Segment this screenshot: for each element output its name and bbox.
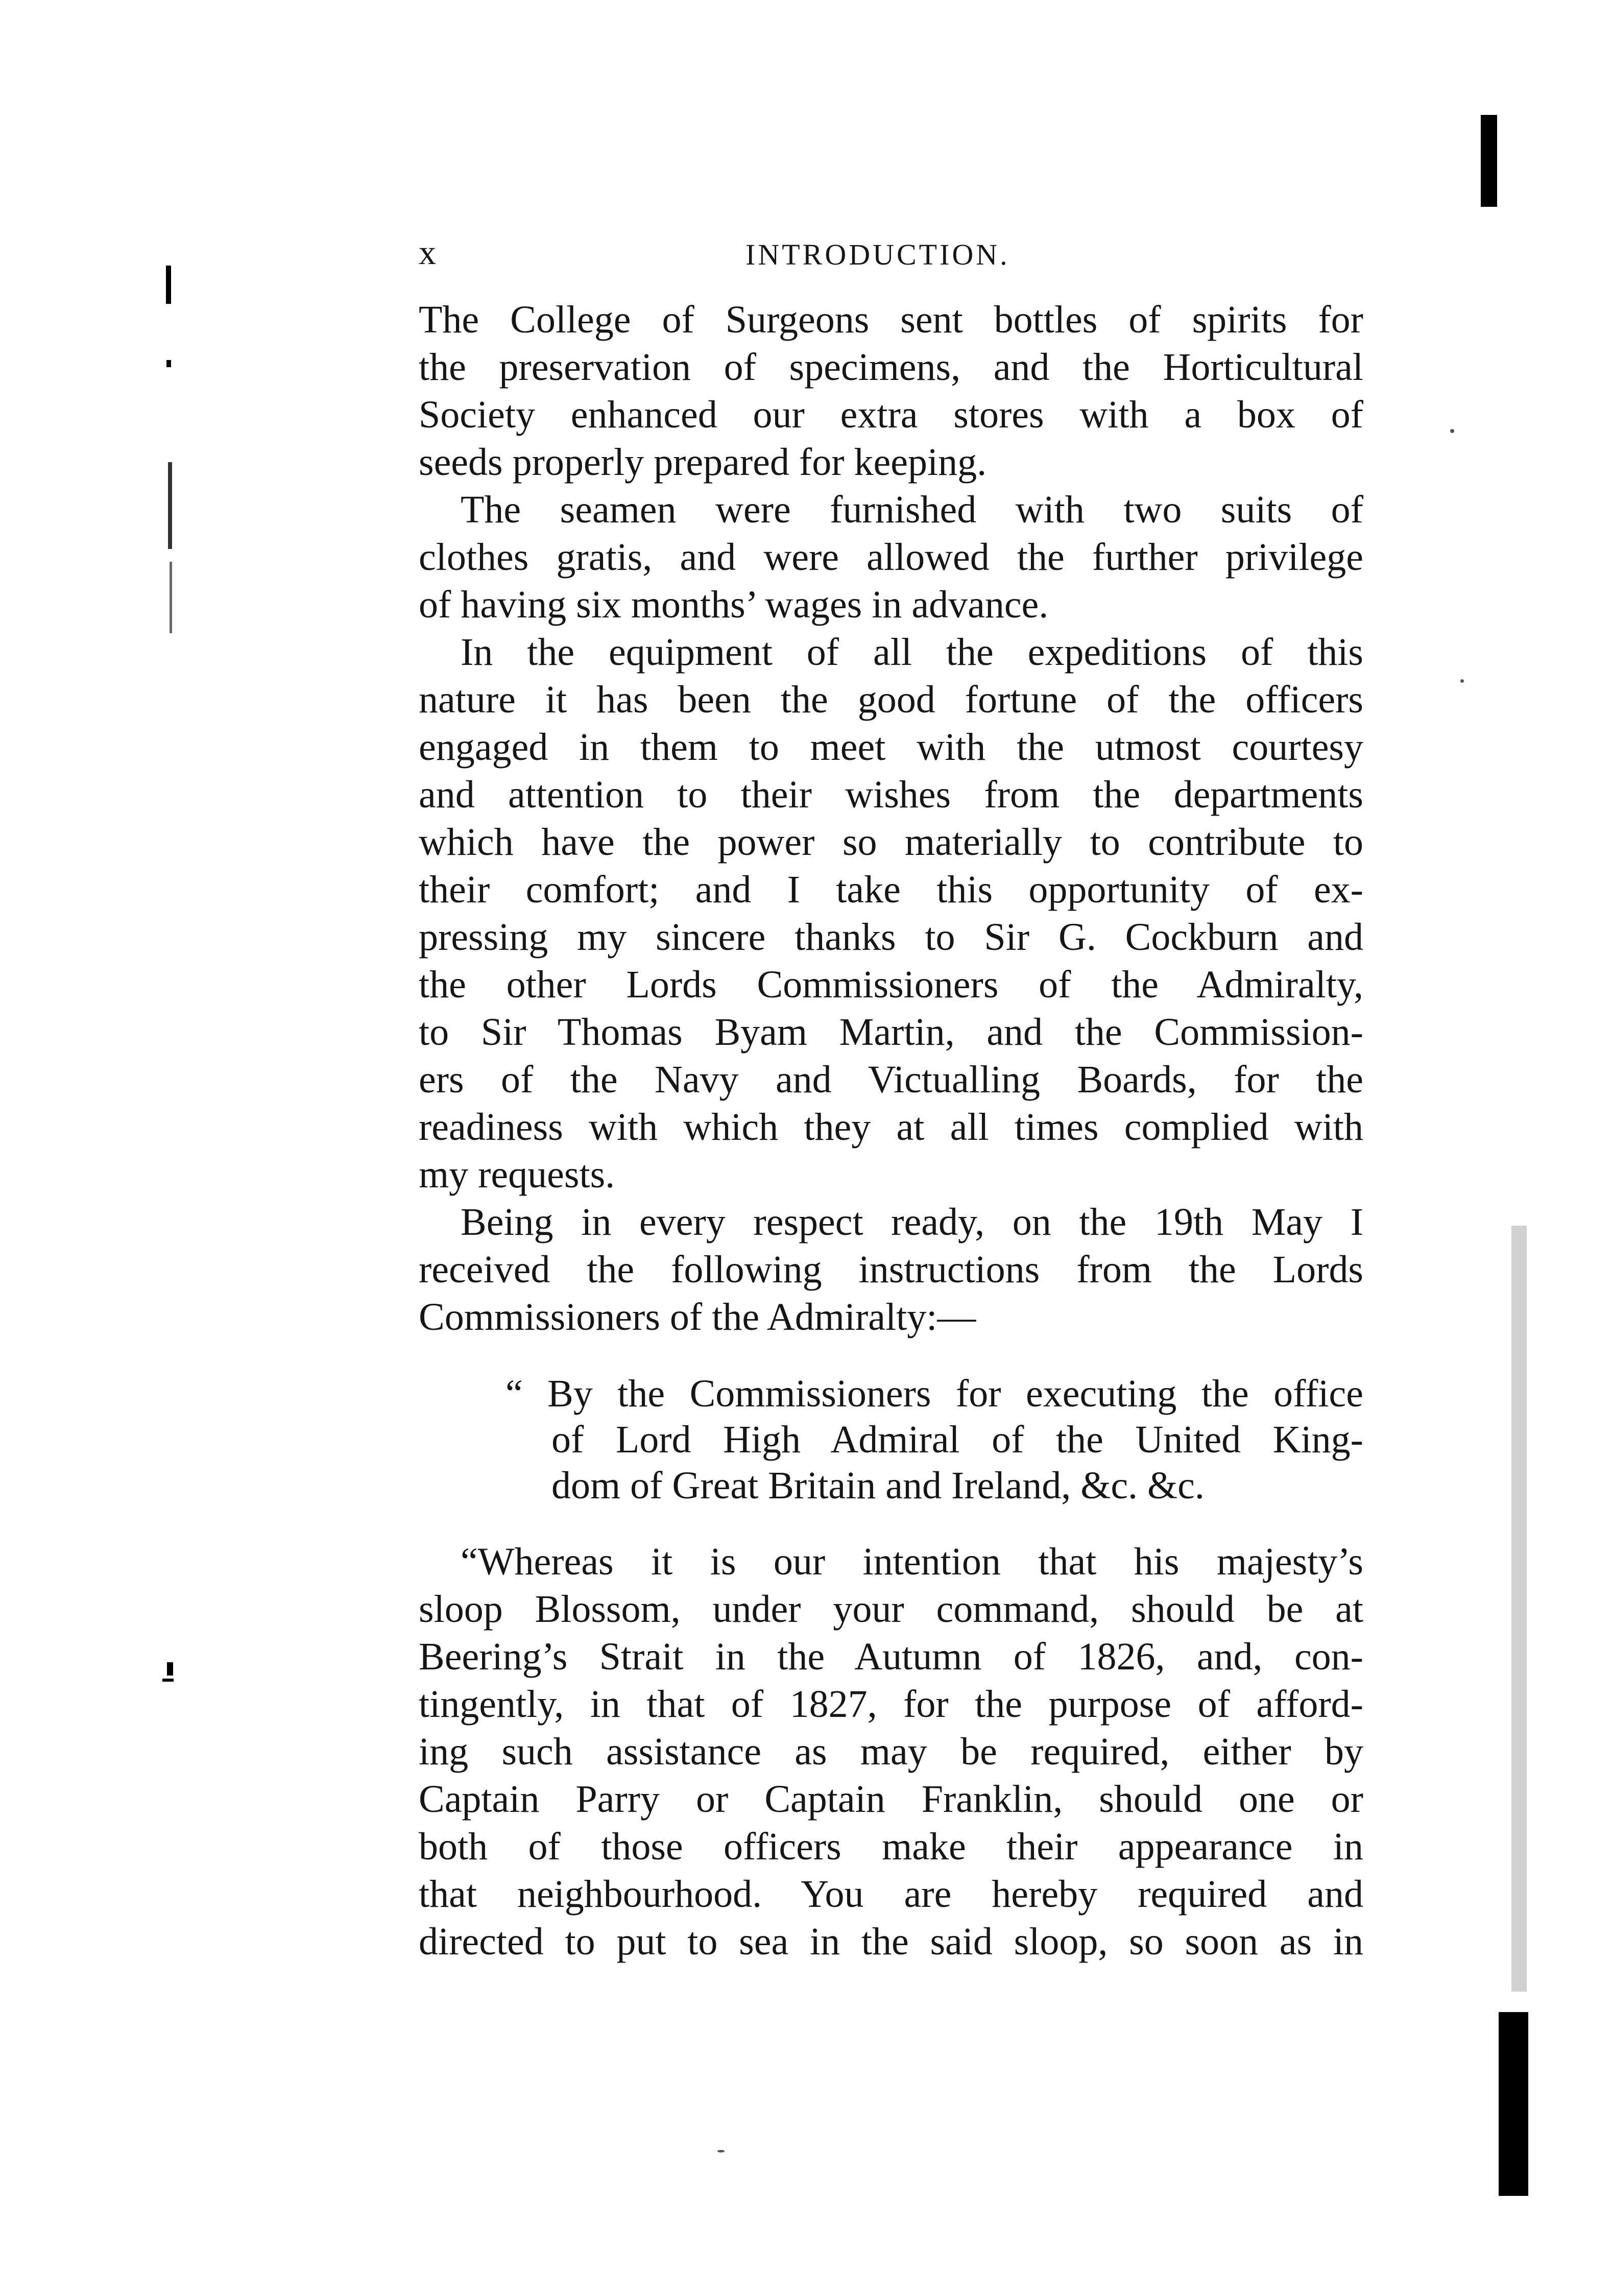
text-line: seeds properly prepared for keeping.: [419, 441, 987, 484]
text-line: readiness with which they at all times complied with: [419, 1106, 1363, 1149]
scan-mark-left-1: [166, 266, 171, 304]
text-line: tingently, in that of 1827, for the purpose of afford-: [419, 1683, 1363, 1726]
paragraph: [419, 1199, 1363, 1341]
text-line: pressing my sincere thanks to Sir G. Cockburn and: [419, 916, 1363, 959]
text-line: Commissioners of the Admiralty:—: [419, 1296, 976, 1338]
text-line: sloop Blossom, under your command, should be at: [419, 1588, 1363, 1631]
text-line: dom of Great Britain and Ireland, &c. &c.: [551, 1464, 1205, 1507]
text-line: directed to put to sea in the said sloop, so soon as in: [419, 1920, 1363, 1963]
scan-speck: [1460, 679, 1464, 683]
scan-mark-left-2: [166, 360, 171, 367]
paragraph: [419, 1538, 1363, 1966]
text-line: “ By the Commissioners for executing the office: [506, 1372, 1363, 1415]
text-line: the preservation of specimens, and the Horticultural: [419, 346, 1363, 389]
scan-mark-right-1: [1481, 115, 1497, 207]
scan-speck: [717, 2150, 725, 2152]
text-line: Captain Parry or Captain Franklin, should one or: [419, 1778, 1363, 1821]
running-head-title: INTRODUCTION.: [745, 238, 1010, 271]
text-line: “Whereas it is our intention that his majesty’s: [461, 1540, 1363, 1583]
text-line: of having six months’ wages in advance.: [419, 583, 1049, 626]
text-line: ing such assistance as may be required, either by: [419, 1730, 1363, 1773]
paragraph: [419, 486, 1363, 629]
page-number: x: [419, 233, 437, 272]
scan-speck: [1450, 429, 1454, 433]
text-line: The College of Surgeons sent bottles of spirits for: [419, 298, 1363, 341]
text-line: received the following instructions from the Lords: [419, 1248, 1363, 1291]
text-line: ers of the Navy and Victualling Boards, for the: [419, 1058, 1363, 1101]
scan-mark-left-4: [170, 562, 172, 633]
text-line: that neighbourhood. You are hereby required and: [419, 1873, 1363, 1916]
text-line: both of those officers make their appearance in: [419, 1825, 1363, 1868]
text-line: of Lord High Admiral of the United King-: [551, 1418, 1363, 1461]
text-line: which have the power so materially to contribute to: [419, 821, 1363, 864]
body-text: [419, 296, 1363, 1966]
text-line: clothes gratis, and were allowed the further privilege: [419, 536, 1363, 579]
text-line: engaged in them to meet with the utmost courtesy: [419, 726, 1363, 769]
scan-mark-left-3: [168, 462, 172, 549]
text-line: nature it has been the good fortune of the officers: [419, 678, 1363, 721]
text-line: In the equipment of all the expeditions of this: [461, 631, 1363, 674]
text-line: the other Lords Commissioners of the Admiralty,: [419, 963, 1363, 1006]
text-line: Beering’s Strait in the Autumn of 1826, and, con-: [419, 1635, 1363, 1678]
text-line: Being in every respect ready, on the 19th May I: [461, 1201, 1363, 1243]
text-line: The seamen were furnished with two suits of: [461, 488, 1363, 531]
text-line: to Sir Thomas Byam Martin, and the Commission-: [419, 1011, 1363, 1054]
scan-mark-left-6: [162, 1679, 174, 1682]
text-line: and attention to their wishes from the departments: [419, 773, 1363, 816]
text-line: their comfort; and I take this opportunity of ex-: [419, 868, 1363, 911]
paragraph: [419, 296, 1363, 486]
scan-mark-right-3: [1511, 1226, 1527, 1992]
paragraph: [419, 629, 1363, 1199]
scan-mark-left-5: [167, 1662, 173, 1676]
commission-heading: [419, 1371, 1363, 1509]
text-line: Society enhanced our extra stores with a box of: [419, 393, 1363, 436]
scan-mark-right-2: [1499, 2012, 1528, 2196]
text-line: my requests.: [419, 1153, 615, 1196]
running-head: [419, 232, 1363, 289]
